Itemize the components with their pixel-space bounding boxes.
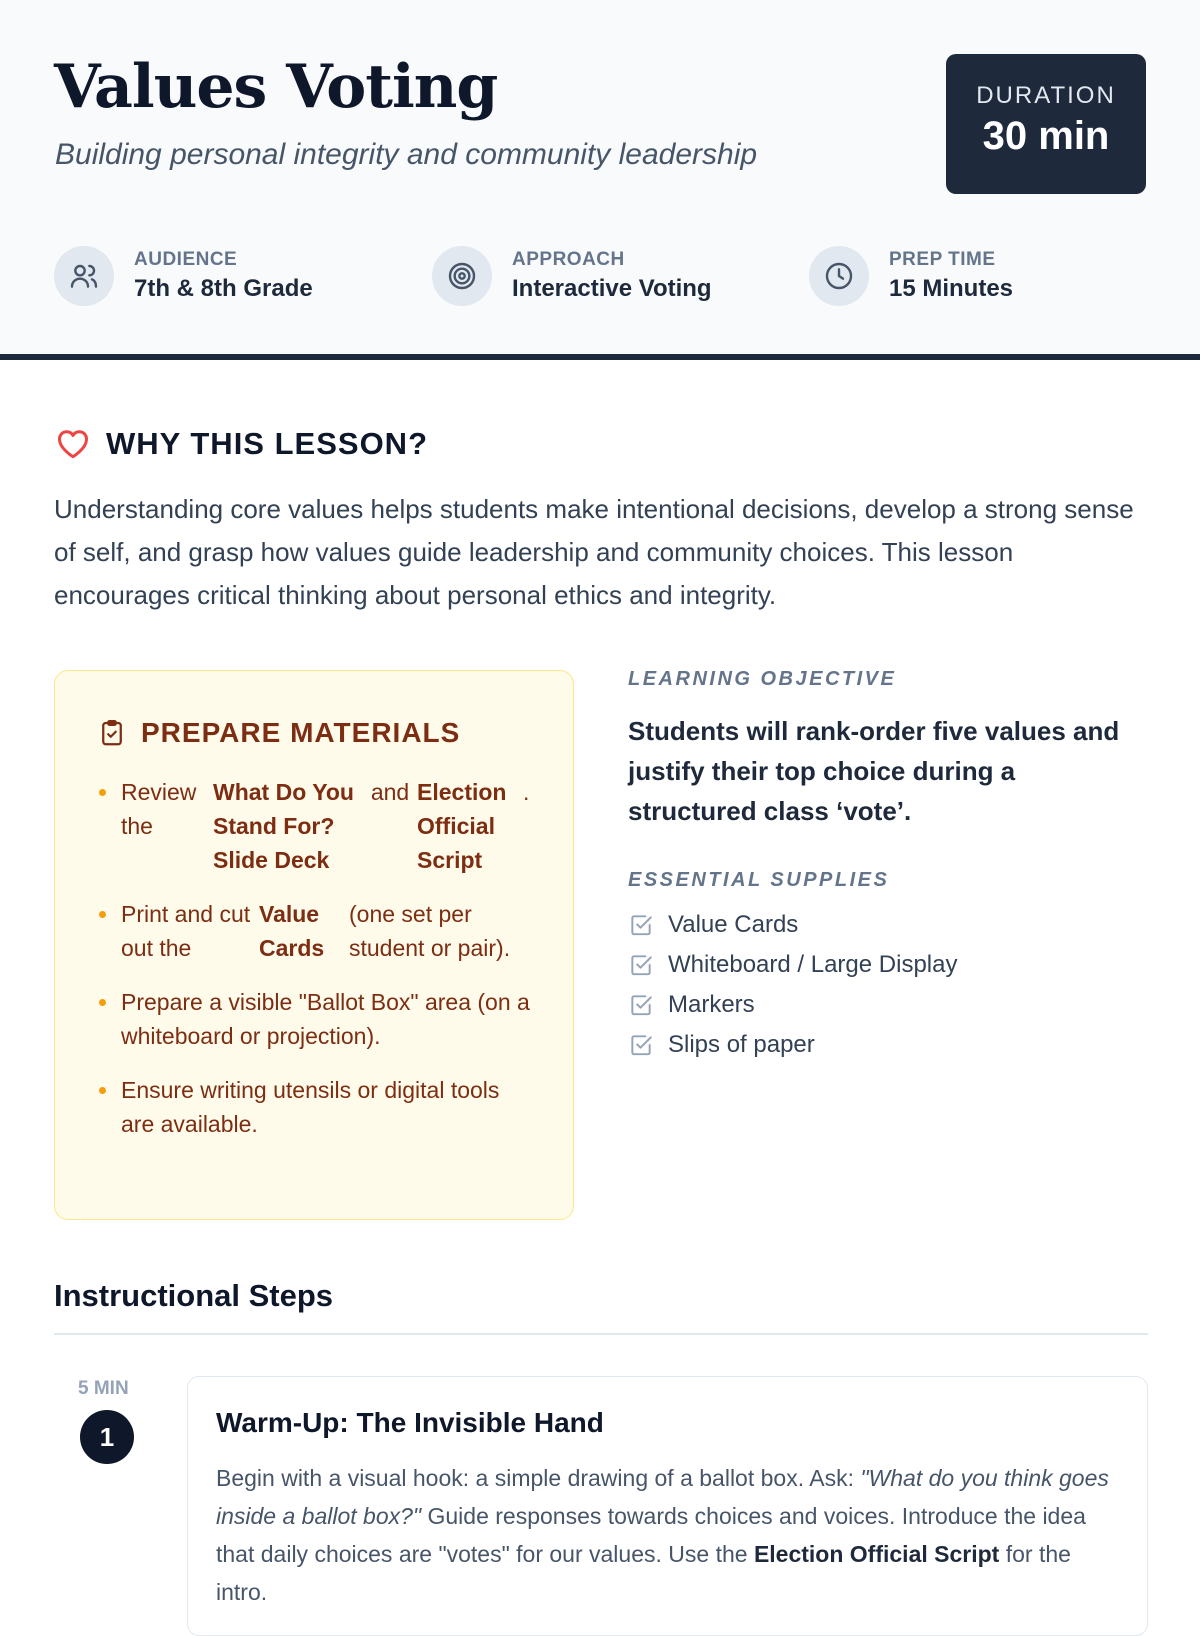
supplies-section [628,869,1148,1059]
checkbox-icon [628,952,654,978]
lesson-header [0,0,1200,360]
why-heading [54,426,428,462]
meta-prep-time [809,246,1013,306]
supply-item: Slips of paper [628,1030,1148,1059]
clipboard-check-icon [97,717,127,749]
objective-panel [628,668,1148,1070]
meta-label: PREP TIME [889,249,996,270]
supply-item: Value Cards [628,910,1148,939]
checkbox-icon [628,992,654,1018]
meta-approach [432,246,712,306]
lesson-subtitle: Building personal integrity and community leadership [55,138,758,171]
duration-value: 30 min [982,114,1110,158]
objective-label: LEARNING OBJECTIVE [628,668,897,690]
prepare-title: PREPARE MATERIALS [141,717,461,748]
steps-heading: Instructional Steps [54,1278,334,1313]
prepare-heading [97,717,533,749]
list-item: Prepare a visible "Ballot Box" area (on a whiteboard or projection). [97,985,533,1053]
target-icon [432,246,492,306]
step-title: Warm-Up: The Invisible Hand [216,1407,604,1438]
step-description: Begin with a visual hook: a simple drawing of a ballot box. Ask: "What do you think goes inside a ballot box?" Guide responses towards choices and voices. Introduce the idea that daily choices are "votes" for our values. Use the Election Official Script for the intro. [216,1465,1109,1605]
meta-audience [54,246,313,306]
meta-value: 7th & 8th Grade [134,275,313,302]
checkbox-icon [628,1032,654,1058]
meta-value: 15 Minutes [889,275,1014,302]
supplies-list [628,910,1148,1059]
step-number: 1 [80,1410,134,1464]
supply-item: Whiteboard / Large Display [628,950,1148,979]
step-time: 5 MIN [78,1378,129,1399]
prepare-list [97,775,533,1141]
list-item: Review the What Do You Stand For? Slide Deck and Election Official Script . [97,775,533,877]
divider [54,1333,1148,1335]
duration-label: DURATION [976,82,1116,109]
supplies-label: ESSENTIAL SUPPLIES [628,869,890,891]
step-card [187,1376,1148,1636]
heart-icon [54,426,92,462]
why-text: Understanding core values helps students make intentional decisions, develop a strong sense of self, and grasp how values guide leadership and community choices. This lesson encourages critical thinking about personal ethics and integrity. [54,494,1134,610]
list-item: Print and cut out the Value Cards (one set per student or pair). [97,897,533,965]
list-item: Ensure writing utensils or digital tools are available. [97,1073,533,1141]
meta-value: Interactive Voting [512,275,712,302]
lesson-title: Values Voting [54,52,498,122]
prepare-materials-card [54,670,574,1220]
duration-badge [946,54,1146,194]
supply-item: Markers [628,990,1148,1019]
meta-label: APPROACH [512,249,625,270]
clock-icon [809,246,869,306]
objective-text: Students will rank-order five values and justify their top choice during a structured class ‘vote’. [628,716,1120,826]
checkbox-icon [628,912,654,938]
users-icon [54,246,114,306]
meta-label: AUDIENCE [134,249,238,270]
why-title: WHY THIS LESSON? [106,426,429,461]
